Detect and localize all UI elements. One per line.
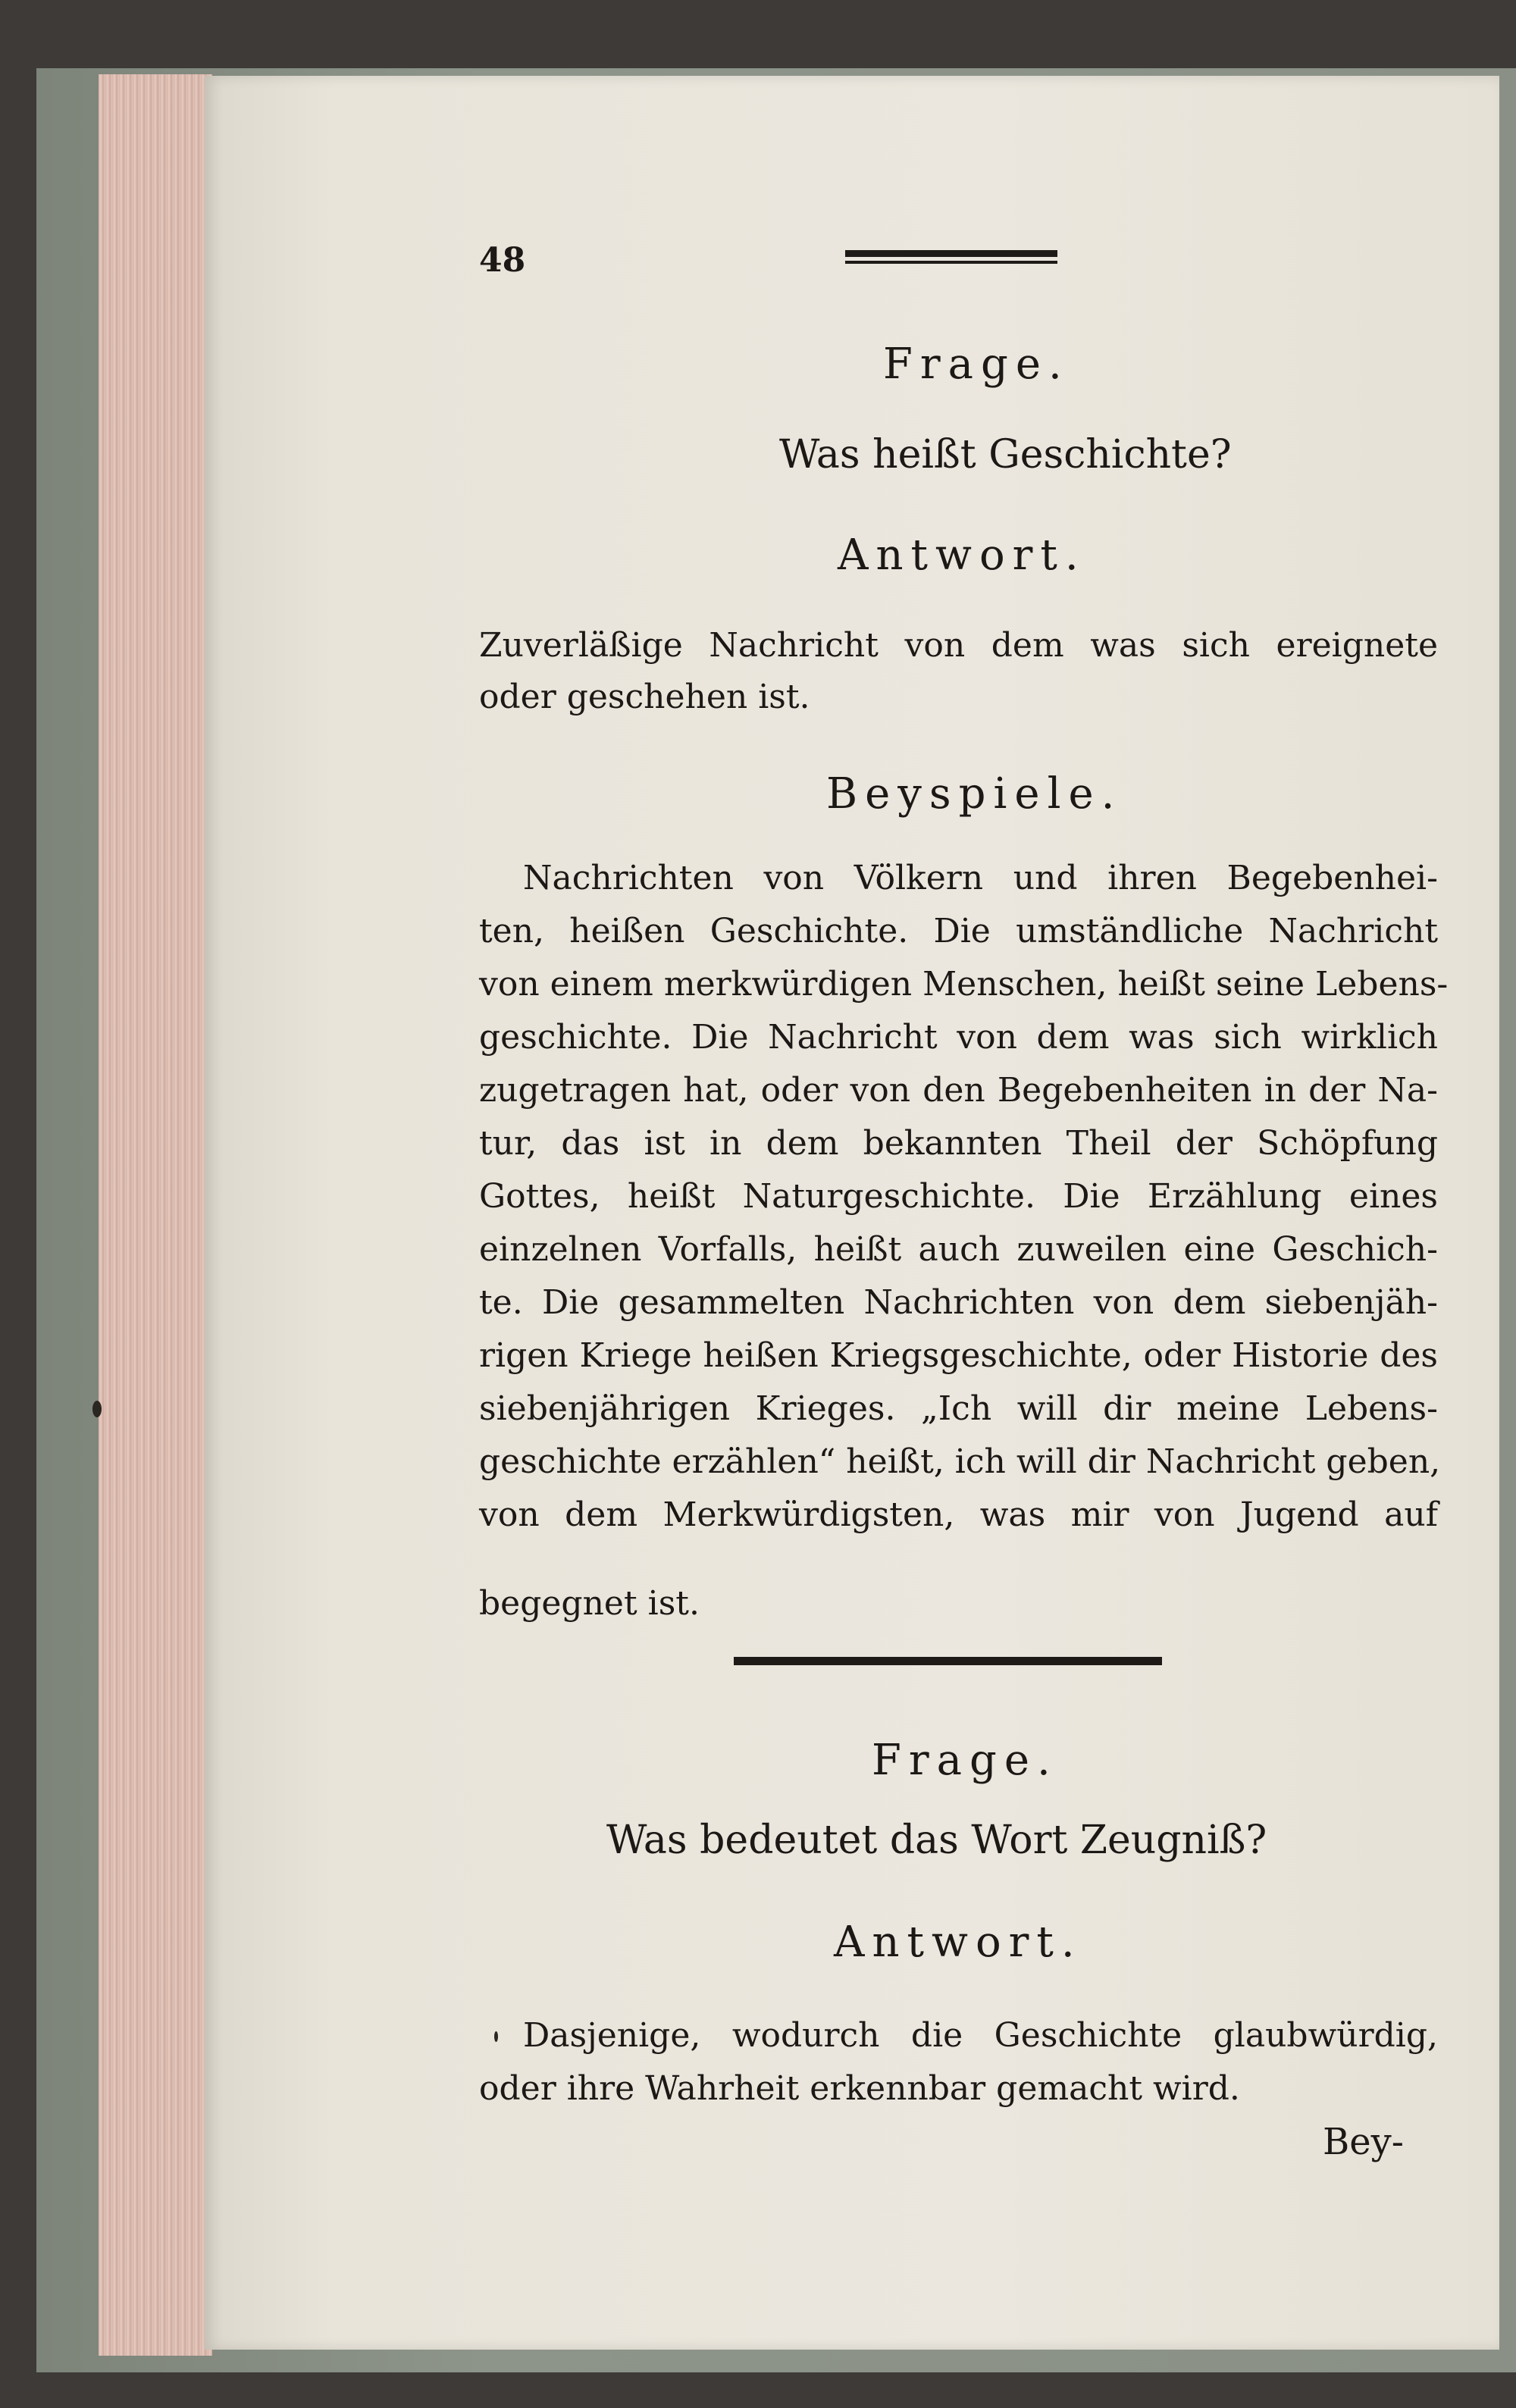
- section-separator-rule: [734, 1657, 1162, 1665]
- example-line-8: einzelnen Vorfalls, heißt auch zuweilen eine Geschich-: [479, 1230, 1438, 1269]
- heading-frage-1: Frage.: [883, 340, 1070, 389]
- example-line-11: siebenjährigen Krieges. „Ich will dir meine Lebens-: [479, 1389, 1438, 1428]
- page-edges: [99, 74, 212, 2356]
- header-rule-thin: [845, 261, 1057, 264]
- example-line-14: begegnet ist.: [479, 1584, 700, 1623]
- answer-1-line-2: oder geschehen ist.: [479, 678, 810, 716]
- page-number: 48: [479, 241, 526, 280]
- answer-1-line-1: Zuverläßige Nachricht von dem was sich ereignete: [479, 626, 1438, 665]
- ink-speck: [494, 2031, 498, 2042]
- answer-2-line-1: Dasjenige, wodurch die Geschichte glaubwürdig,: [523, 2016, 1438, 2055]
- example-line-7: Gottes, heißt Naturgeschichte. Die Erzählung eines: [479, 1177, 1438, 1216]
- example-line-3: von einem merkwürdigen Menschen, heißt seine Lebens-: [479, 965, 1449, 1004]
- example-line-12: geschichte erzählen“ heißt, ich will dir Nachricht geben,: [479, 1442, 1441, 1481]
- heading-beyspiele: Beyspiele.: [826, 769, 1123, 819]
- header-rule: [845, 250, 1057, 257]
- catchword: Bey-: [1323, 2121, 1405, 2163]
- example-line-6: tur, das ist in dem bekannten Theil der Schöpfung: [479, 1124, 1438, 1163]
- example-line-13: von dem Merkwürdigsten, was mir von Jugend auf: [479, 1495, 1438, 1534]
- example-line-9: te. Die gesammelten Nachrichten von dem siebenjäh-: [479, 1283, 1438, 1322]
- ink-speck: [92, 1401, 102, 1417]
- heading-frage-2: Frage.: [872, 1736, 1058, 1785]
- example-line-5: zugetragen hat, oder von den Begebenheiten in der Na-: [479, 1071, 1438, 1110]
- example-line-2: ten, heißen Geschichte. Die umständliche Nachricht: [479, 912, 1438, 950]
- heading-antwort-2: Antwort.: [834, 1918, 1082, 1967]
- example-line-10: rigen Kriege heißen Kriegsgeschichte, oder Historie des: [479, 1336, 1438, 1375]
- answer-2-line-2: oder ihre Wahrheit erkennbar gemacht wird.: [479, 2069, 1240, 2108]
- heading-antwort-1: Antwort.: [838, 531, 1086, 580]
- example-line-4: geschichte. Die Nachricht von dem was sich wirklich: [479, 1018, 1438, 1057]
- question-1: Was heißt Geschichte?: [779, 432, 1232, 478]
- question-2: Was bedeutet das Wort Zeugniß?: [606, 1818, 1267, 1863]
- example-line-1: Nachrichten von Völkern und ihren Begebenhei-: [523, 859, 1438, 897]
